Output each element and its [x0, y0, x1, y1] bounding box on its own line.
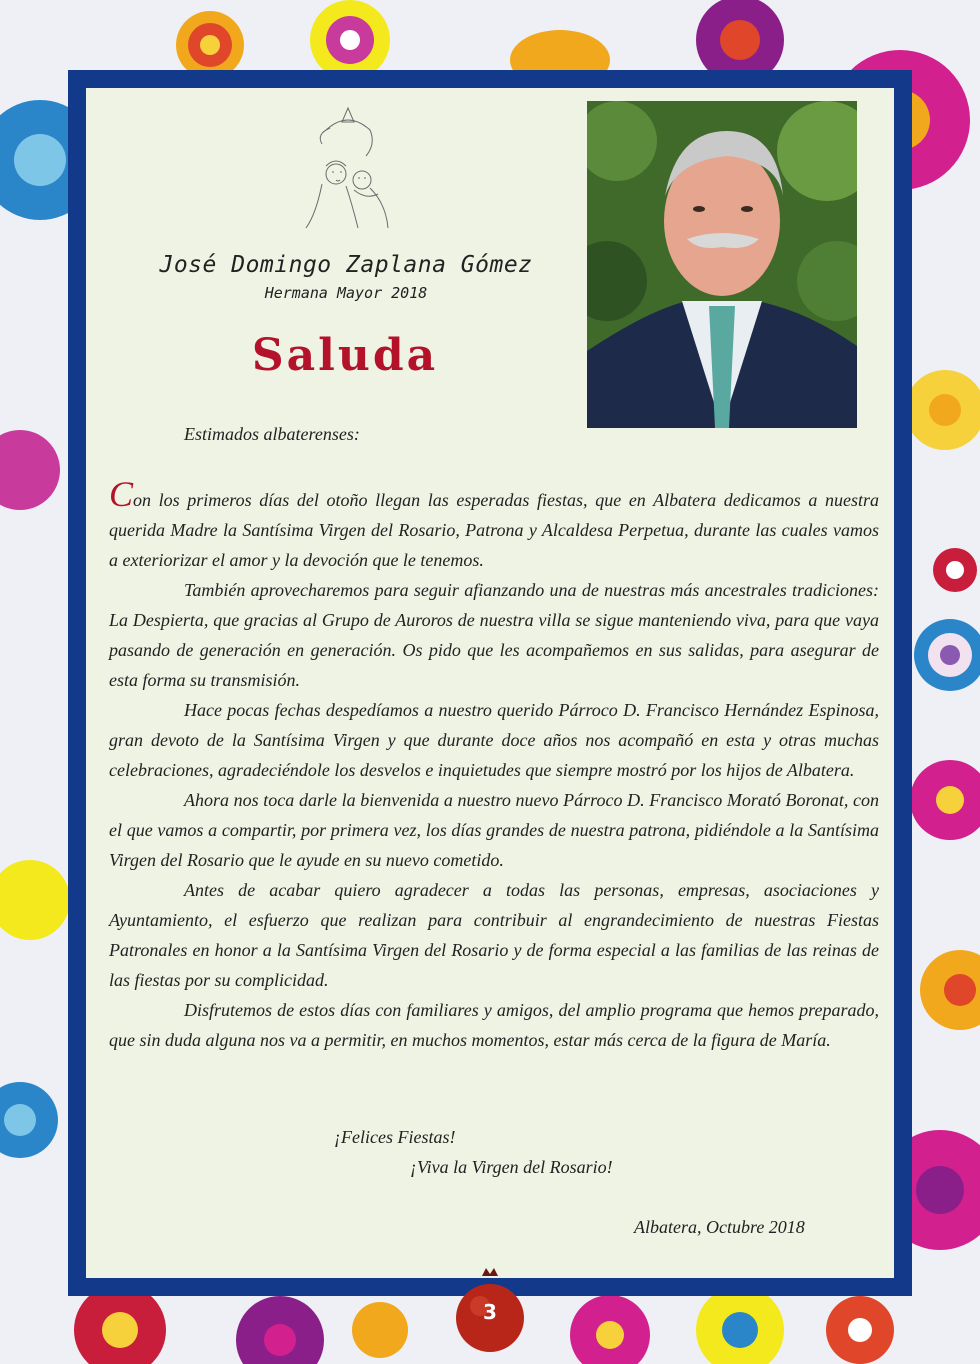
letter-paragraph: Antes de acabar quiero agradecer a todas las personas, empresas, asociaciones y Ayuntamiento, el esfuerzo que realizan para contribuir al engrandecimiento de nuestras Fiestas Patronales en honor a la Santísima Virgen del Rosario y de forma especial a las familias de las reinas de las fiestas por su complicidad.	[109, 880, 879, 990]
dateline: Albatera, Octubre 2018	[634, 1217, 805, 1237]
letter-paragraph: También aprovecharemos para seguir afianzando una de nuestras más ancestrales tradiciones: La Despierta, que gracias al Grupo de Auroros de nuestra villa se sigue manteniendo viva, para que vaya pasando de generación en generación. Os pido que les acompañemos en sus salidas, para asegurar de esta forma su transmisión.	[109, 580, 879, 690]
paragraph-text: on los primeros días del otoño llegan las esperadas fiestas, que en Albatera dedicamos a nuestra querida Madre la Santísima Virgen del Rosario, Patrona y Alcaldesa Perpetua, durante las cuales vamos a exteriorizar el amor y la devoción que le tenemos.	[109, 490, 879, 570]
letter-paragraph	[109, 474, 879, 575]
letter-paragraph: Disfrutemos de estos días con familiares y amigos, del amplio programa que hemos preparado, que sin duda alguna nos va a permitir, en muchos momentos, estar más cerca de la figura de María.	[109, 1000, 879, 1050]
drop-cap: C	[109, 474, 134, 514]
author-portrait	[587, 101, 857, 428]
virgin-and-child-sketch-icon	[296, 104, 400, 232]
letter-body	[109, 474, 879, 1055]
page-title: Saluda	[251, 330, 439, 381]
author-name: José Domingo Zaplana Gómez	[159, 252, 533, 278]
letter-greeting: Estimados albaterenses:	[184, 424, 360, 444]
author-role: Hermana Mayor 2018	[264, 284, 428, 302]
letter-paragraph: Hace pocas fechas despedíamos a nuestro querido Párroco D. Francisco Hernández Espinosa, gran devoto de la Santísima Virgen y que durante doce años nos acompañó en esta y otras muchas celebraciones, agradeciéndole los desvelos e inquietudes que siempre mostró por los hijos de Albatera.	[109, 700, 879, 780]
page-number: 3	[483, 1300, 497, 1324]
closing-line: ¡Viva la Virgen del Rosario!	[410, 1157, 613, 1177]
letter-paragraph: Ahora nos toca darle la bienvenida a nuestro nuevo Párroco D. Francisco Morató Boronat, con el que vamos a compartir, por primera vez, los días grandes de nuestra patrona, pidiéndole a la Santísima Virgen del Rosario que le ayude en su nuevo cometido.	[109, 790, 879, 870]
closing-line: ¡Felices Fiestas!	[334, 1127, 456, 1147]
